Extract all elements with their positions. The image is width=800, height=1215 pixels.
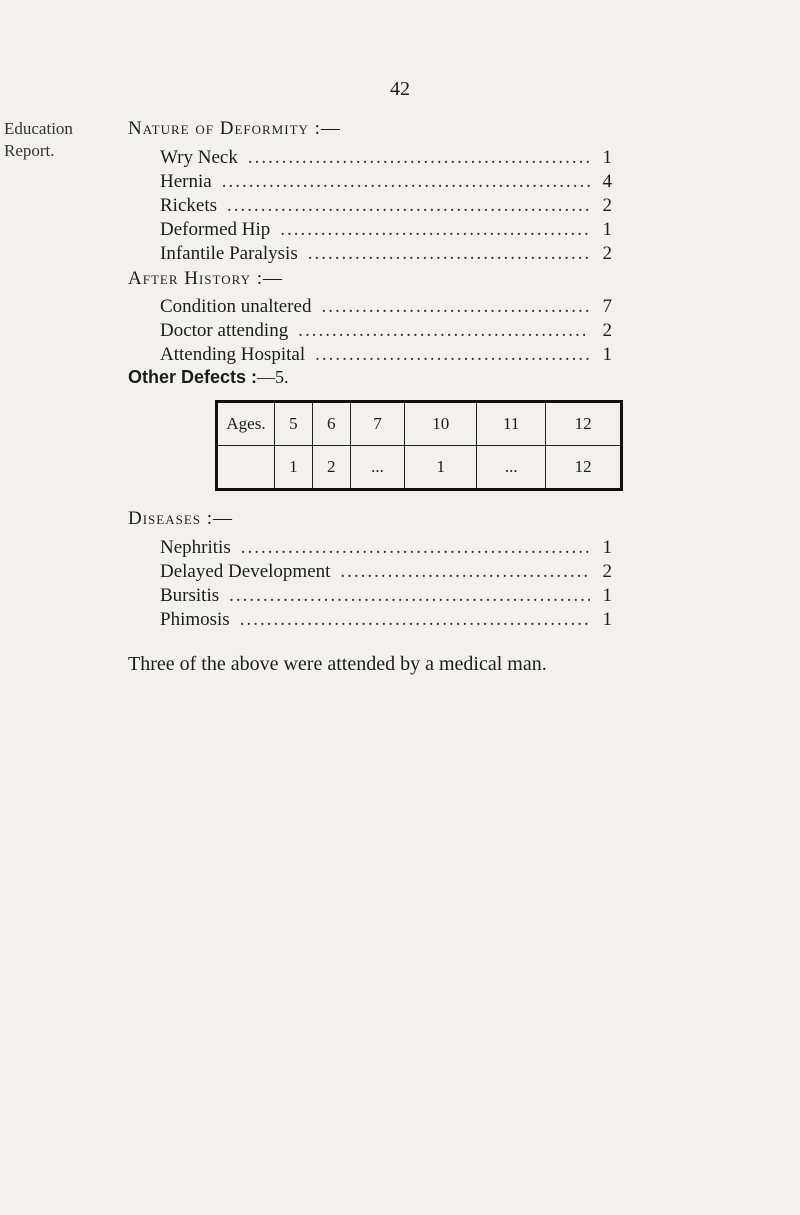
other-defects-label: Other Defects : bbox=[128, 367, 258, 387]
dot-leader bbox=[340, 560, 590, 584]
list-item bbox=[160, 194, 612, 218]
list-item bbox=[160, 560, 612, 584]
entry-count: 1 bbox=[602, 585, 612, 606]
list-item bbox=[160, 170, 612, 194]
dot-leader bbox=[298, 319, 590, 343]
closing-paragraph: Three of the above were attended by a medical man. bbox=[128, 653, 547, 675]
table-cell: 1 bbox=[405, 446, 477, 490]
table-row bbox=[217, 402, 622, 446]
entry-label: Condition unaltered bbox=[160, 296, 312, 317]
other-defects-count: —5. bbox=[257, 367, 289, 387]
ages-table bbox=[215, 400, 623, 491]
list-item bbox=[160, 536, 612, 560]
table-cell: 12 bbox=[546, 446, 622, 490]
dot-leader bbox=[280, 218, 590, 242]
entry-count: 2 bbox=[602, 561, 612, 582]
after-history-heading: After History :— bbox=[128, 268, 283, 289]
entry-count: 1 bbox=[602, 609, 612, 630]
table-cell: 10 bbox=[405, 402, 477, 446]
entry-count: 1 bbox=[602, 344, 612, 365]
table-cell: Ages. bbox=[217, 402, 275, 446]
entry-label: Attending Hospital bbox=[160, 344, 306, 365]
list-item bbox=[160, 146, 612, 170]
list-item bbox=[160, 608, 612, 632]
entry-label: Rickets bbox=[160, 195, 217, 216]
table-cell: 7 bbox=[350, 402, 405, 446]
table-cell: 5 bbox=[275, 402, 313, 446]
entry-count: 1 bbox=[602, 219, 612, 240]
table-cell: ... bbox=[350, 446, 405, 490]
list-item bbox=[160, 343, 612, 367]
dot-leader bbox=[229, 584, 590, 608]
table-row bbox=[217, 446, 622, 490]
dot-leader bbox=[240, 608, 590, 632]
page-number: 42 bbox=[390, 78, 410, 100]
after-history-list bbox=[160, 295, 612, 367]
dot-leader bbox=[248, 146, 590, 170]
list-item bbox=[160, 584, 612, 608]
table-cell bbox=[217, 446, 275, 490]
entry-label: Doctor attending bbox=[160, 320, 289, 341]
table-cell: 2 bbox=[312, 446, 350, 490]
table-cell: 6 bbox=[312, 402, 350, 446]
other-defects-heading bbox=[128, 367, 289, 388]
margin-note-line: Education bbox=[4, 119, 73, 138]
nature-of-deformity-list bbox=[160, 146, 612, 266]
entry-count: 2 bbox=[602, 195, 612, 216]
table-cell: ... bbox=[477, 446, 546, 490]
entry-count: 4 bbox=[602, 171, 612, 192]
entry-label: Bursitis bbox=[160, 585, 220, 606]
margin-note-line: Report. bbox=[4, 141, 55, 160]
entry-count: 1 bbox=[602, 537, 612, 558]
table-cell: 11 bbox=[477, 402, 546, 446]
list-item bbox=[160, 319, 612, 343]
margin-note bbox=[4, 118, 73, 162]
dot-leader bbox=[315, 343, 590, 367]
diseases-list bbox=[160, 536, 612, 632]
entry-label: Infantile Paralysis bbox=[160, 243, 298, 264]
entry-label: Hernia bbox=[160, 171, 212, 192]
dot-leader bbox=[308, 242, 590, 266]
list-item bbox=[160, 242, 612, 266]
entry-label: Deformed Hip bbox=[160, 219, 271, 240]
list-item bbox=[160, 218, 612, 242]
entry-label: Phimosis bbox=[160, 609, 230, 630]
entry-count: 1 bbox=[602, 147, 612, 168]
entry-label: Nephritis bbox=[160, 537, 231, 558]
table-cell: 1 bbox=[275, 446, 313, 490]
entry-label: Delayed Development bbox=[160, 561, 331, 582]
entry-count: 2 bbox=[602, 320, 612, 341]
dot-leader bbox=[241, 536, 590, 560]
entry-count: 2 bbox=[602, 243, 612, 264]
list-item bbox=[160, 295, 612, 319]
dot-leader bbox=[321, 295, 590, 319]
dot-leader bbox=[222, 170, 590, 194]
dot-leader bbox=[227, 194, 590, 218]
table-cell: 12 bbox=[546, 402, 622, 446]
entry-label: Wry Neck bbox=[160, 147, 238, 168]
nature-of-deformity-heading: Nature of Deformity :— bbox=[128, 118, 341, 139]
diseases-heading: Diseases :— bbox=[128, 508, 234, 529]
entry-count: 7 bbox=[602, 296, 612, 317]
